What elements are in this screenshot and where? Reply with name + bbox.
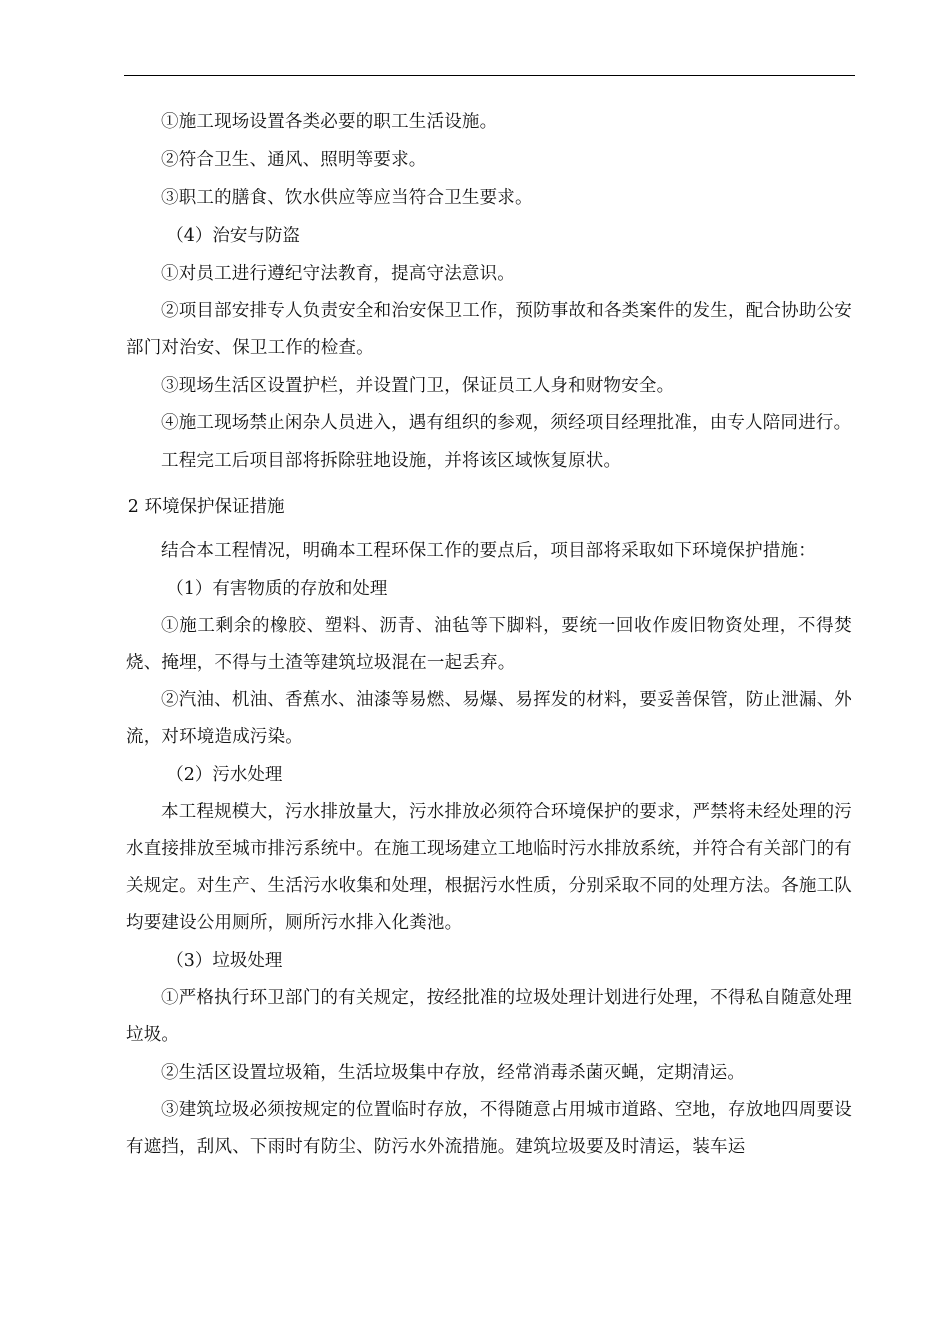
paragraph-hygiene-requirements: ②符合卫生、通风、照明等要求。 bbox=[161, 150, 427, 170]
paragraph-food-water-supply: ③职工的膳食、饮水供应等应当符合卫生要求。 bbox=[161, 188, 533, 208]
subheading-garbage-disposal: （3）垃圾处理 bbox=[166, 951, 283, 971]
paragraph-env-measures-intro: 结合本工程情况，明确本工程环保工作的要点后，项目部将采取如下环境保护措施： bbox=[161, 541, 816, 561]
paragraph-garbage-bins: ②生活区设置垃圾箱，生活垃圾集中存放，经常消毒杀菌灭蝇，定期清运。 bbox=[161, 1063, 746, 1083]
paragraph-flammable-storage: ②汽油、机油、香蕉水、油漆等易燃、易爆、易挥发的材料，要妥善保管，防止泄漏、外流，对环境造成污染。 bbox=[126, 690, 852, 747]
paragraph-law-education: ①对员工进行遵纪守法教育，提高守法意识。 bbox=[161, 264, 515, 284]
subheading-hazardous-materials: （1）有害物质的存放和处理 bbox=[166, 579, 388, 599]
header-rule bbox=[124, 75, 855, 76]
paragraph-sanitation-rules: ①严格执行环卫部门的有关规定，按经批准的垃圾处理计划进行处理，不得私自随意处理垃圾。 bbox=[126, 988, 852, 1045]
paragraph-site-restoration: 工程完工后项目部将拆除驻地设施，并将该区域恢复原状。 bbox=[161, 451, 622, 471]
section-heading-environmental-protection: 2 环境保护保证措施 bbox=[127, 497, 285, 517]
subheading-security-theft: （4）治安与防盗 bbox=[166, 226, 300, 246]
paragraph-sewage-system: 本工程规模大，污水排放量大，污水排放必须符合环境保护的要求，严禁将未经处理的污水直接排放至城市排污系统中。在施工现场建立工地临时污水排放系统，并符合有关部门的有关规定。对生产、生活污水收集和处理，根据污水性质，分别采取不同的处理方法。各施工队均要建设公用厕所，厕所污水排入化粪池。 bbox=[126, 802, 852, 933]
subheading-sewage-treatment: （2）污水处理 bbox=[166, 765, 283, 785]
paragraph-living-facilities: ①施工现场设置各类必要的职工生活设施。 bbox=[161, 112, 498, 132]
paragraph-guardrail-gate: ③现场生活区设置护栏，并设置门卫，保证员工人身和财物安全。 bbox=[161, 376, 675, 396]
paragraph-scrap-recycling: ①施工剩余的橡胶、塑料、沥青、油毡等下脚料，要统一回收作废旧物资处理，不得焚烧、掩埋，不得与土渣等建筑垃圾混在一起丢弃。 bbox=[126, 616, 852, 673]
document-body bbox=[126, 103, 852, 1166]
paragraph-security-staff: ②项目部安排专人负责安全和治安保卫工作，预防事故和各类案件的发生，配合协助公安部门对治安、保卫工作的检查。 bbox=[126, 301, 852, 358]
paragraph-visitor-restriction: ④施工现场禁止闲杂人员进入，遇有组织的参观，须经项目经理批准，由专人陪同进行。 bbox=[161, 413, 852, 433]
paragraph-construction-waste: ③建筑垃圾必须按规定的位置临时存放，不得随意占用城市道路、空地，存放地四周要设有遮挡，刮风、下雨时有防尘、防污水外流措施。建筑垃圾要及时清运，装车运 bbox=[126, 1100, 852, 1157]
